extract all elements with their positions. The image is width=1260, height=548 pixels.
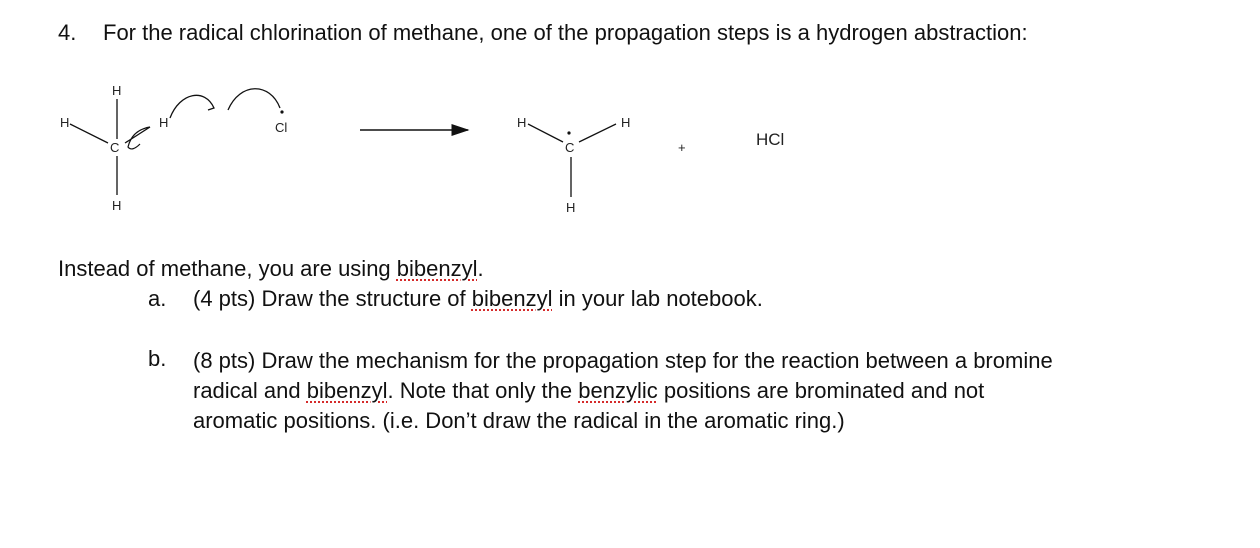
spellcheck-word-bibenzyl[interactable]: bibenzyl xyxy=(471,286,553,311)
methane-bottom-hydrogen: H xyxy=(112,198,122,213)
part-b-line-2-before: radical and xyxy=(193,378,307,403)
methane-bond-right xyxy=(125,127,150,143)
fishhook-arrow-left-icon xyxy=(170,95,214,118)
methane-left-hydrogen: H xyxy=(60,115,70,130)
hcl-byproduct: HCl xyxy=(756,130,785,149)
part-a-label: a. xyxy=(148,286,167,311)
part-a-text xyxy=(193,286,763,312)
methane-top-hydrogen: H xyxy=(112,83,122,98)
radical-dot-icon xyxy=(280,110,283,113)
curved-arrow-ch-bond-icon xyxy=(128,127,150,149)
methyl-carbon: C xyxy=(565,140,575,155)
question-prompt: For the radical chlorination of methane, one of the propagation steps is a hydrogen abstraction: xyxy=(103,20,1028,45)
methyl-bond-right xyxy=(579,124,616,142)
methane-abstracted-hydrogen: H xyxy=(159,115,169,130)
part-b-line-2-mid: . Note that only the xyxy=(387,378,579,403)
methane-carbon: C xyxy=(110,140,120,155)
question-number: 4. xyxy=(58,20,77,45)
methane-bond-left xyxy=(70,124,108,143)
part-b-line-3: aromatic positions. (i.e. Don’t draw the radical in the aromatic ring.) xyxy=(193,408,845,433)
spellcheck-word-benzylic[interactable]: benzylic xyxy=(578,378,658,403)
part-a-after: in your lab notebook. xyxy=(552,286,763,311)
part-b-label: b. xyxy=(148,346,167,371)
part-b-line-2 xyxy=(193,376,1203,406)
plus-sign: + xyxy=(678,140,686,155)
methyl-bottom-hydrogen: H xyxy=(566,200,576,215)
part-b-text xyxy=(193,346,1203,436)
intro-text-after: . xyxy=(477,256,484,281)
intro-text-before: Instead of methane, you are using xyxy=(58,256,397,281)
part-b-line-1: (8 pts) Draw the mechanism for the propagation step for the reaction between a bromine xyxy=(193,348,1053,373)
part-b-line-2-after: positions are brominated and not xyxy=(657,378,985,403)
methyl-right-hydrogen: H xyxy=(621,115,631,130)
part-a-before: (4 pts) Draw the structure of xyxy=(193,286,472,311)
fishhook-arrow-right-icon xyxy=(228,89,280,110)
instruction-intro xyxy=(58,256,484,282)
methyl-bond-left xyxy=(528,124,563,142)
spellcheck-word-bibenzyl[interactable]: bibenzyl xyxy=(306,378,388,403)
methane-structure xyxy=(60,83,168,213)
chlorine-radical xyxy=(275,110,287,135)
methyl-radical-structure xyxy=(517,115,630,215)
chlorine-atom: Cl xyxy=(275,120,288,135)
spellcheck-word-bibenzyl[interactable]: bibenzyl xyxy=(396,256,478,281)
methyl-left-hydrogen: H xyxy=(517,115,527,130)
methyl-radical-dot-icon xyxy=(567,131,570,134)
reaction-scheme xyxy=(0,70,900,220)
